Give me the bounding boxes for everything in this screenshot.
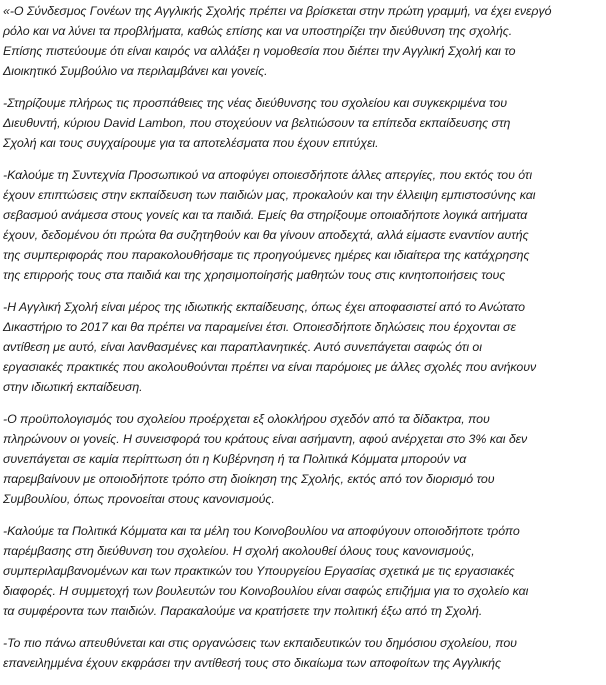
paragraph-staff-union: [3, 165, 603, 285]
text-line: -Το πιο πάνω απευθύνεται και στις οργανώσεις των εκπαιδευτικών του δημόσιου σχολείου, που: [3, 636, 517, 650]
text-line: -Καλούμε τη Συντεχνία Προσωπικού να αποφύγει οποιεσδήποτε άλλες απεργίες, που εκτός του ότι: [3, 168, 533, 182]
text-line: τα συμφέροντα των παιδιών. Παρακαλούμε να κρατήσετε την πολιτική έξω από τη Σχολή.: [3, 604, 483, 618]
paragraph-budget: [3, 409, 603, 509]
text-line: Σχολή και τους συγχαίρουμε για τα αποτελέσματα που έχουν επιτύχει.: [3, 136, 379, 150]
text-line: ρόλο και να λύνει τα προβλήματα, καθώς επίσης και να υποστηρίζει την διεύθυνση της σχολής.: [3, 24, 513, 38]
document-body: [3, 1, 603, 685]
text-line: Επίσης πιστεύουμε ότι είναι καιρός να αλλάξει η νομοθεσία που διέπει την Αγγλική Σχολή και το: [3, 44, 516, 58]
text-line: συνεπάγεται σε καμία περίπτωση ότι η Κυβέρνηση ή τα Πολιτικά Κόμματα μπορούν να: [3, 452, 467, 466]
text-line: αντίθεση με αυτό, είναι λανθασμένες και παραπλανητικές. Αυτό συνεπάγεται σαφώς ότι οι: [3, 340, 482, 354]
text-line: σεβασμού ανάμεσα στους γονείς και τα παιδιά. Εμείς θα στηρίξουμε οποιαδήποτε λογικά αιτήματα: [3, 208, 528, 222]
text-line: Διοικητικό Συμβούλιο να περιλαμβάνει και γονείς.: [3, 64, 268, 78]
paragraph-parents-association: [3, 1, 603, 81]
text-line: παρεμβαίνουν με οποιοδήποτε τρόπο στη διοίκηση της Σχολής, εκτός από τον διορισμό του: [3, 472, 495, 486]
text-line: παρέμβασης στη διεύθυνση του σχολείου. Η σχολή ακολουθεί όλους τους κανονισμούς,: [3, 544, 475, 558]
text-line: πληρώνουν οι γονείς. Η συνεισφορά του κράτους είναι ασήμαντη, αφού ανέρχεται στο 3% και δεν: [3, 432, 528, 446]
text-line: Διευθυντή, κύριου David Lambon, που στοχεύουν να βελτιώσουν τα επίπεδα εκπαίδευσης στη: [3, 116, 511, 130]
text-line: -Η Αγγλική Σχολή είναι μέρος της ιδιωτικής εκπαίδευσης, όπως έχει αποφασιστεί από το Ανώτατο: [3, 300, 526, 314]
text-line: της επιρροής τους στα παιδιά και της χρησιμοποίησής μαθητών τους στις κινητοποιήσεις τους: [3, 268, 506, 282]
text-line: εργασιακές πρακτικές που ακολουθούνται πρέπει να είναι παρόμοιες με άλλες σχολές που ανήκουν: [3, 360, 537, 374]
text-line: της συμπεριφοράς που παρακολουθήσαμε τις προηγούμενες ημέρες και ιδιαίτερα της κατάχρησης: [3, 248, 530, 262]
text-line: -Ο προϋπολογισμός του σχολείου προέρχεται εξ ολοκλήρου σχεδόν από τα δίδακτρα, που: [3, 412, 490, 426]
text-line: Συμβουλίου, όπως προνοείται στους κανονισμούς.: [3, 492, 275, 506]
paragraph-political-parties: [3, 521, 603, 621]
paragraph-support-direction: [3, 93, 603, 153]
text-line: «-Ο Σύνδεσμος Γονέων της Αγγλικής Σχολής πρέπει να βρίσκεται στην πρώτη γραμμή, να έχει ενεργό: [3, 4, 552, 18]
paragraph-private-education: [3, 297, 603, 397]
paragraph-teacher-organizations: [3, 633, 603, 673]
text-line: επανειλημμένα έχουν εκφράσει την αντίθεσή τους στο δικαίωμα των αποφοίτων της Αγγλικής: [3, 656, 501, 670]
text-line: διαφορές. Η συμμετοχή των βουλευτών του Κοινοβουλίου είναι σαφώς επιζήμια για το σχολείο και: [3, 584, 529, 598]
text-line: Δικαστήριο το 2017 και θα πρέπει να παραμείνει έτσι. Οποιεσδήποτε δηλώσεις που έρχονται σε: [3, 320, 516, 334]
text-line: έχουν, δεδομένου ότι πρώτα θα συζητηθούν και θα γίνουν αποδεχτά, αλλά είμαστε εναντίον αυτής: [3, 228, 529, 242]
text-line: έχουν επιπτώσεις στην εκπαίδευση των παιδιών μας, προκαλούν και την έλλειψη εμπιστοσύνης και: [3, 188, 536, 202]
text-line: συμπεριλαμβανομένων και των πρακτικών του Υπουργείου Εργασίας σχετικά με τις εργασιακές: [3, 564, 515, 578]
text-line: στην ιδιωτική εκπαίδευση.: [3, 380, 143, 394]
text-line: -Στηρίζουμε πλήρως τις προσπάθειες της νέας διεύθυνσης του σχολείου και συγκεκριμένα του: [3, 96, 508, 110]
text-line: -Καλούμε τα Πολιτικά Κόμματα και τα μέλη του Κοινοβουλίου να αποφύγουν οποιοδήποτε τρόπο: [3, 524, 520, 538]
